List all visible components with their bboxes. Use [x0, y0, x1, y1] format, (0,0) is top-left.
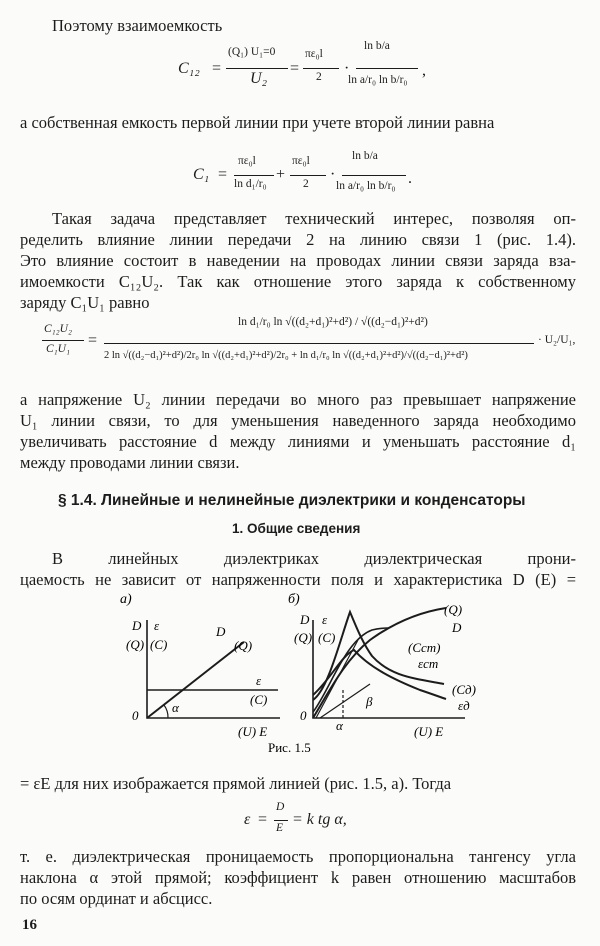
panel-a-y-eps: ε — [154, 618, 160, 633]
formula-eps-lhs: ε — [244, 811, 251, 828]
panel-b-angle-b: β — [366, 694, 373, 709]
formula-c1-end: . — [408, 170, 412, 187]
formula-c12-den1: U₂ — [250, 70, 268, 87]
panel-b-curve-cst-label: (Cст) — [408, 640, 441, 655]
formula-c12-ln-den: ln a/r₀ ln b/r₀ — [348, 74, 408, 86]
para5-line-2: наклона α этой прямой; коэффициент k равен отношению масштабов — [20, 868, 576, 887]
formula-ratio-lhs-den: C₁U₁ — [46, 343, 70, 355]
para1-line-4: имоемкости C₁₂U₂. Так как отношение этого заряда к собственному — [20, 272, 576, 291]
formula-ratio-main-den: 2 ln √((d₂−d₁)²+d²)/2r₀ ln √((d₂+d₁)²+d²)/2r₀ + ln d₁/r₀ ln √((d₂+d₁)²+d²)/√((d₂−d₁)²+d²) — [104, 350, 468, 361]
panel-b-label: б) — [288, 592, 300, 607]
panel-b-angle-a: α — [336, 718, 343, 733]
intro-line: Поэтому взаимоемкость — [52, 16, 223, 35]
formula-ratio-lhs-num: C₁₂U₂ — [44, 323, 72, 335]
panel-b-curve-cd-label: (Cд) — [452, 682, 476, 697]
panel-a-angle-label: α — [172, 700, 179, 715]
panel-a-y-q: (Q) — [126, 637, 145, 652]
para4: = εE для них изображается прямой линией (рис. 1.5, а). Тогда — [20, 774, 452, 793]
formula-c12-num1: (Q₁) U₁=0 — [228, 46, 276, 58]
para5-line-3: по осям ординат и абсцисс. — [20, 889, 213, 908]
formula-c1-num1: πε₀l — [238, 155, 256, 167]
subsection-heading: 1. Общие сведения — [232, 521, 361, 536]
panel-b-curve-d-label: D — [452, 620, 462, 635]
panel-a-c-label: (C) — [250, 692, 268, 707]
panel-a-line-d-label: D — [216, 624, 226, 639]
formula-c1-ln-num: ln b/a — [352, 150, 378, 162]
panel-b-x-label: (U) E — [414, 724, 444, 739]
formula-c1-dot: · — [330, 166, 336, 183]
formula-c12-eq2: = — [290, 60, 300, 77]
section-heading: § 1.4. Линейные и нелинейные диэлектрики и конденсаторы — [58, 492, 526, 509]
formula-c12-ln-num: ln b/a — [364, 40, 390, 52]
para1-line-2: ределить влияние линии передачи 2 на линию связи 1 (рис. 1.4). — [20, 230, 576, 249]
formula-c12-eq: = — [212, 60, 222, 77]
formula-c12-lhs: C₁₂ — [178, 60, 200, 77]
formula-eps-num: D — [276, 801, 285, 813]
panel-b-curve-ed-label: εд — [458, 698, 470, 713]
panel-a-x-label: (U) E — [238, 724, 268, 739]
formula-eps-den: E — [276, 822, 284, 834]
panel-a-y-d: D — [132, 618, 142, 633]
para1-line-3: Это влияние состоит в наведении на проводах линии связи заряда вза- — [20, 251, 576, 270]
formula-c12-num2: πε₀l — [305, 48, 323, 60]
formula-c12-dot: · — [344, 60, 350, 77]
formula-eps-rhs: = k tg α, — [292, 811, 347, 828]
panel-b-y-d: D — [300, 612, 310, 627]
panel-b-curve-q-label: (Q) — [444, 602, 463, 617]
formula-c1-lhs: C₁ — [193, 166, 210, 183]
formula-c1-ln-den: ln a/r₀ ln b/r₀ — [336, 180, 396, 192]
panel-b-y-q: (Q) — [294, 630, 313, 645]
figure-caption: Рис. 1.5 — [268, 740, 311, 755]
formula-c1-den1: ln d₁/r₀ — [234, 178, 267, 190]
panel-b-curve-est-label: εст — [418, 656, 439, 671]
panel-a-y-c: (C) — [150, 637, 168, 652]
formula-c1-num2: πε₀l — [292, 155, 310, 167]
panel-a-line-d — [147, 642, 244, 718]
panel-a-line-q-label: (Q) — [234, 638, 253, 653]
formula-ratio-main-num: ln d₁/r₀ ln √((d₂+d₁)²+d²) / √((d₂−d₁)²+d²) — [238, 316, 428, 328]
para1-line-5: заряду C₁U₁ равно — [20, 293, 150, 312]
para2-line-3: увеличивать расстояние d между линиями и уменьшать расстояние d₁ — [20, 432, 576, 451]
para3-line-1: В линейных диэлектриках диэлектрическая прони- — [52, 549, 576, 568]
panel-a-origin: 0 — [132, 708, 139, 723]
formula-ratio-factor: · U₂/U₁, — [538, 334, 576, 346]
formula-eps-eq: = — [258, 811, 268, 828]
formula-c1-den2: 2 — [303, 178, 309, 190]
panel-b-y-eps: ε — [322, 612, 328, 627]
para2-line-1: а напряжение U₂ линии передачи во много раз превышает напряжение — [20, 390, 576, 409]
panel-a-label: а) — [120, 592, 132, 607]
panel-a-angle-arc — [164, 705, 168, 718]
panel-a-eps-label: ε — [256, 673, 262, 688]
formula-c12-end: , — [422, 62, 426, 79]
page-number: 16 — [22, 917, 37, 933]
formula-c12-den2: 2 — [316, 71, 322, 83]
formula-c1-eq: = — [218, 166, 228, 183]
para2-line-4: между проводами линии связи. — [20, 453, 240, 472]
para1-line-1: Такая задача представляет технический интерес, позволяя оп- — [52, 209, 576, 228]
panel-b-y-c: (C) — [318, 630, 336, 645]
para3-line-2: цаемость не зависит от напряженности поля и характеристика D (E) = — [20, 570, 576, 589]
line-self-capacitance: а собственная емкость первой линии при учете второй линии равна — [20, 113, 495, 132]
formula-c1-plus: + — [276, 166, 286, 183]
formula-ratio-eq: = — [88, 332, 98, 349]
para2-line-2: U₁ линии связи, то для уменьшения наведенного заряда необходимо — [20, 411, 576, 430]
panel-b-origin: 0 — [300, 708, 307, 723]
para5-line-1: т. е. диэлектрическая проницаемость пропорциональна тангенсу угла — [20, 847, 576, 866]
